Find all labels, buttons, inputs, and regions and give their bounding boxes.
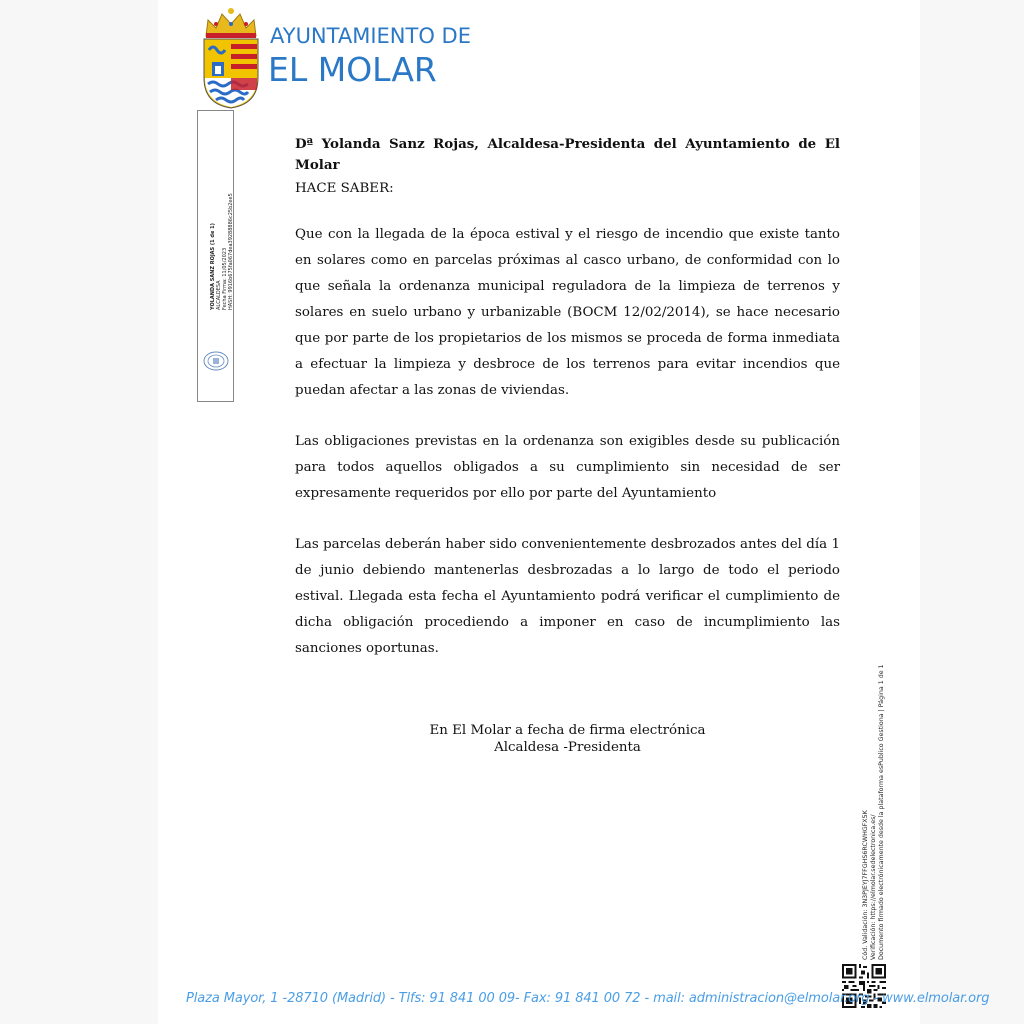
stamp-signer-name: YOLANDA SANZ ROJAS (1 de 1) [210,223,216,310]
hace-saber: HACE SABER: [295,181,394,196]
edict-heading: Dª Yolanda Sanz Rojas, Alcaldesa-Presidenta del Ayuntamiento de El Molar [295,136,840,173]
signature-stamp-text [210,190,234,310]
signoff-place-date: En El Molar a fecha de firma electrónica [429,723,706,738]
stamp-signer-role: ALCALDESA [216,280,222,310]
paragraph-1: Que con la llegada de la época estival y el riesgo de incendio que existe tanto en solares como en parcelas próximas al casco urbano, de conformidad con lo que señala la ordenanza municipal reguladora de la limpieza de terrenos y solares en suelo urbano y urbanizable (BOCM 12/02/2014), se hace necesario que por parte de los propietarios de los mismos se proceda de forma inmediata a efectuar la limpieza y desbroce de los terrenos para evitar incendios que puedan afectar a las zonas de viviendas. [295,227,840,398]
org-name-line2: EL MOLAR [268,50,437,89]
paragraph-3: Las parcelas deberán haber sido convenientemente desbrozados antes del día 1 de junio debiendo mantenerlas desbrozadas a lo largo de todo el periodo estival. Llegada esta fecha el Ayuntamiento podrá verificar el cumplimiento de dicha obligación procediendo a imponer en caso de incumplimiento las sanciones oportunas. [295,537,840,656]
validation-code: Cód. Validación: 3N3PJEYJ7FFGHS6RCWHGFX5K [862,810,869,960]
stamp-hash: HASH: 9916b675fa067dea39288886c25b2ee5 [228,193,234,310]
signoff-role: Alcaldesa -Presidenta [494,740,641,755]
footer-contact: Plaza Mayor, 1 -28710 (Madrid) - Tlfs: 91 841 00 09- Fax: 91 841 00 72 - mail: administracion@elmolar.org - www.elmolar.org [186,991,990,1006]
org-name-line1: AYUNTAMIENTO DE [270,24,471,48]
coat-of-arms-icon [200,6,262,110]
verification-text [862,630,886,960]
paragraph-2: Las obligaciones previstas en la ordenanza son exigibles desde su publicación para todos aquellos obligados a su cumplimiento sin necesidad de ser expresamente requeridos por ello por parte del Ayuntamiento [295,434,840,501]
signoff [295,722,840,756]
stamp-sign-date: Fecha Firma: 11/05/2023 [222,247,228,310]
verification-url: Verificación: https://elmolar.sedelectronica.es/ [870,814,877,960]
edict-body [295,134,840,662]
seal-icon [202,350,230,372]
platform-notice: Documento firmado electrónicamente desde la plataforma esPublico Gestiona | Página 1 de 1 [878,664,885,960]
